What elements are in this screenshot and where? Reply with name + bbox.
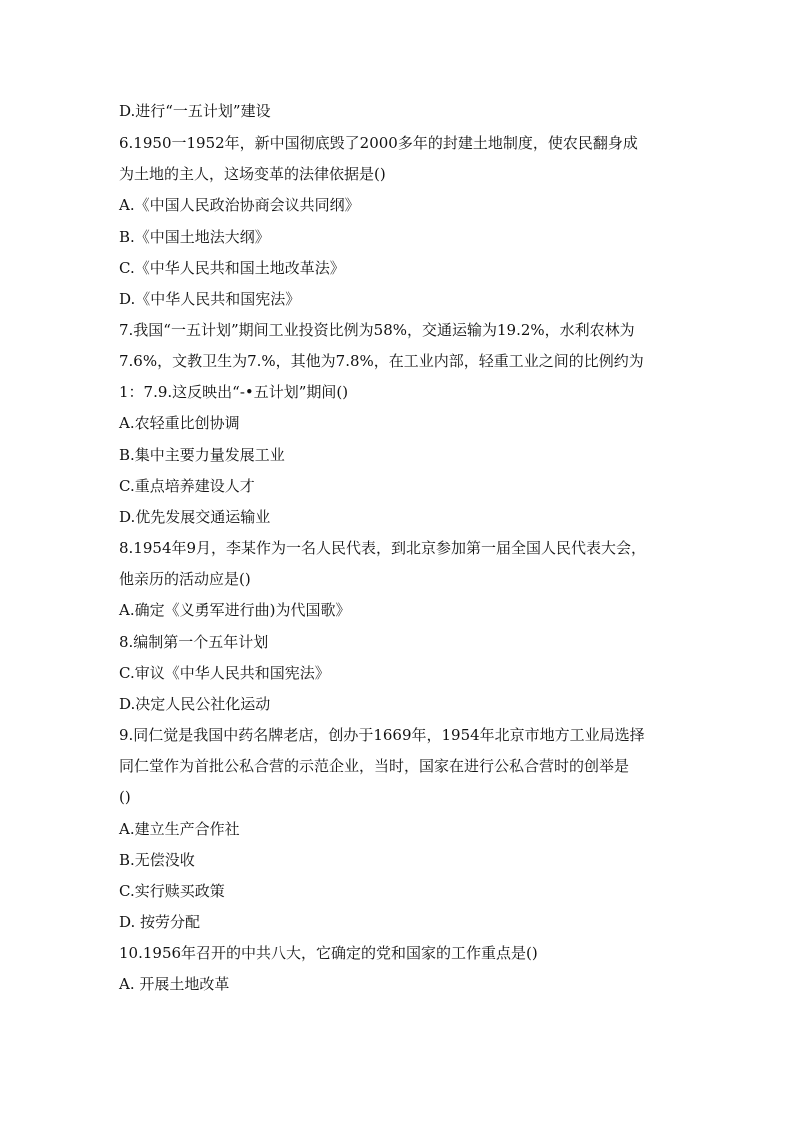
question-10-line-1: 10.1956年召开的中共八大，它确定的党和国家的工作重点是() bbox=[119, 944, 538, 962]
question-8-line-1: 8.1954年9月，李某作为一名人民代表，到北京参加第一届全国人民代表大会， bbox=[119, 539, 647, 557]
question-7-line-3: 1：7.9.这反映出“-•五计划”期间() bbox=[119, 383, 349, 401]
option-6c: C.《中华人民共和国土地改革法》 bbox=[119, 259, 345, 277]
option-9d: D. 按劳分配 bbox=[119, 913, 201, 931]
option-9c: C.实行赎买政策 bbox=[119, 882, 225, 900]
option-5d: D.进行“一五计划”建设 bbox=[119, 102, 271, 120]
option-10a: A. 开展土地改革 bbox=[119, 975, 230, 993]
option-8a: A.确定《义勇军进行曲)为代国歌》 bbox=[119, 601, 351, 619]
option-6b: B.《中国土地法大纲》 bbox=[119, 228, 270, 246]
option-6a: A.《中国人民政治协商会议共同纲》 bbox=[119, 196, 360, 214]
option-9a: A.建立生产合作社 bbox=[119, 820, 240, 838]
option-8d: D.决定人民公社化运动 bbox=[119, 695, 271, 713]
question-7-line-2: 7.6%，文教卫生为7.%，其他为7.8%，在工业内部，轻重工业之间的比例约为 bbox=[119, 352, 644, 370]
option-7d: D.优先发展交通运输业 bbox=[119, 508, 271, 526]
option-9b: B.无偿没收 bbox=[119, 851, 195, 869]
option-7a: A.农轻重比创协调 bbox=[119, 414, 240, 432]
option-7c: C.重点培养建设人才 bbox=[119, 477, 255, 495]
option-7b: B.集中主要力量发展工业 bbox=[119, 446, 285, 464]
question-7-line-1: 7.我国“一五计划”期间工业投资比例为58%，交通运输为19.2%，水利农林为 bbox=[119, 321, 635, 339]
question-6-line-2: 为土地的主人，这场变革的法律依据是() bbox=[119, 165, 386, 183]
question-9-line-3: () bbox=[119, 788, 131, 806]
question-6-line-1: 6.1950一1952年，新中国彻底毁了2000多年的封建土地制度，使农民翻身成 bbox=[119, 134, 638, 152]
question-9-line-1: 9.同仁觉是我国中药名牌老店，创办于1669年，1954年北京市地方工业局选择 bbox=[119, 726, 645, 744]
option-8b: 8.编制第一个五年计划 bbox=[119, 633, 269, 651]
option-6d: D.《中华人民共和国宪法》 bbox=[119, 290, 301, 308]
question-9-line-2: 同仁堂作为首批公私合营的示范企业，当时，国家在进行公私合营时的创举是 bbox=[119, 757, 630, 775]
question-8-line-2: 他亲历的活动应是() bbox=[119, 570, 251, 588]
option-8c: C.审议《中华人民共和国宪法》 bbox=[119, 664, 330, 682]
